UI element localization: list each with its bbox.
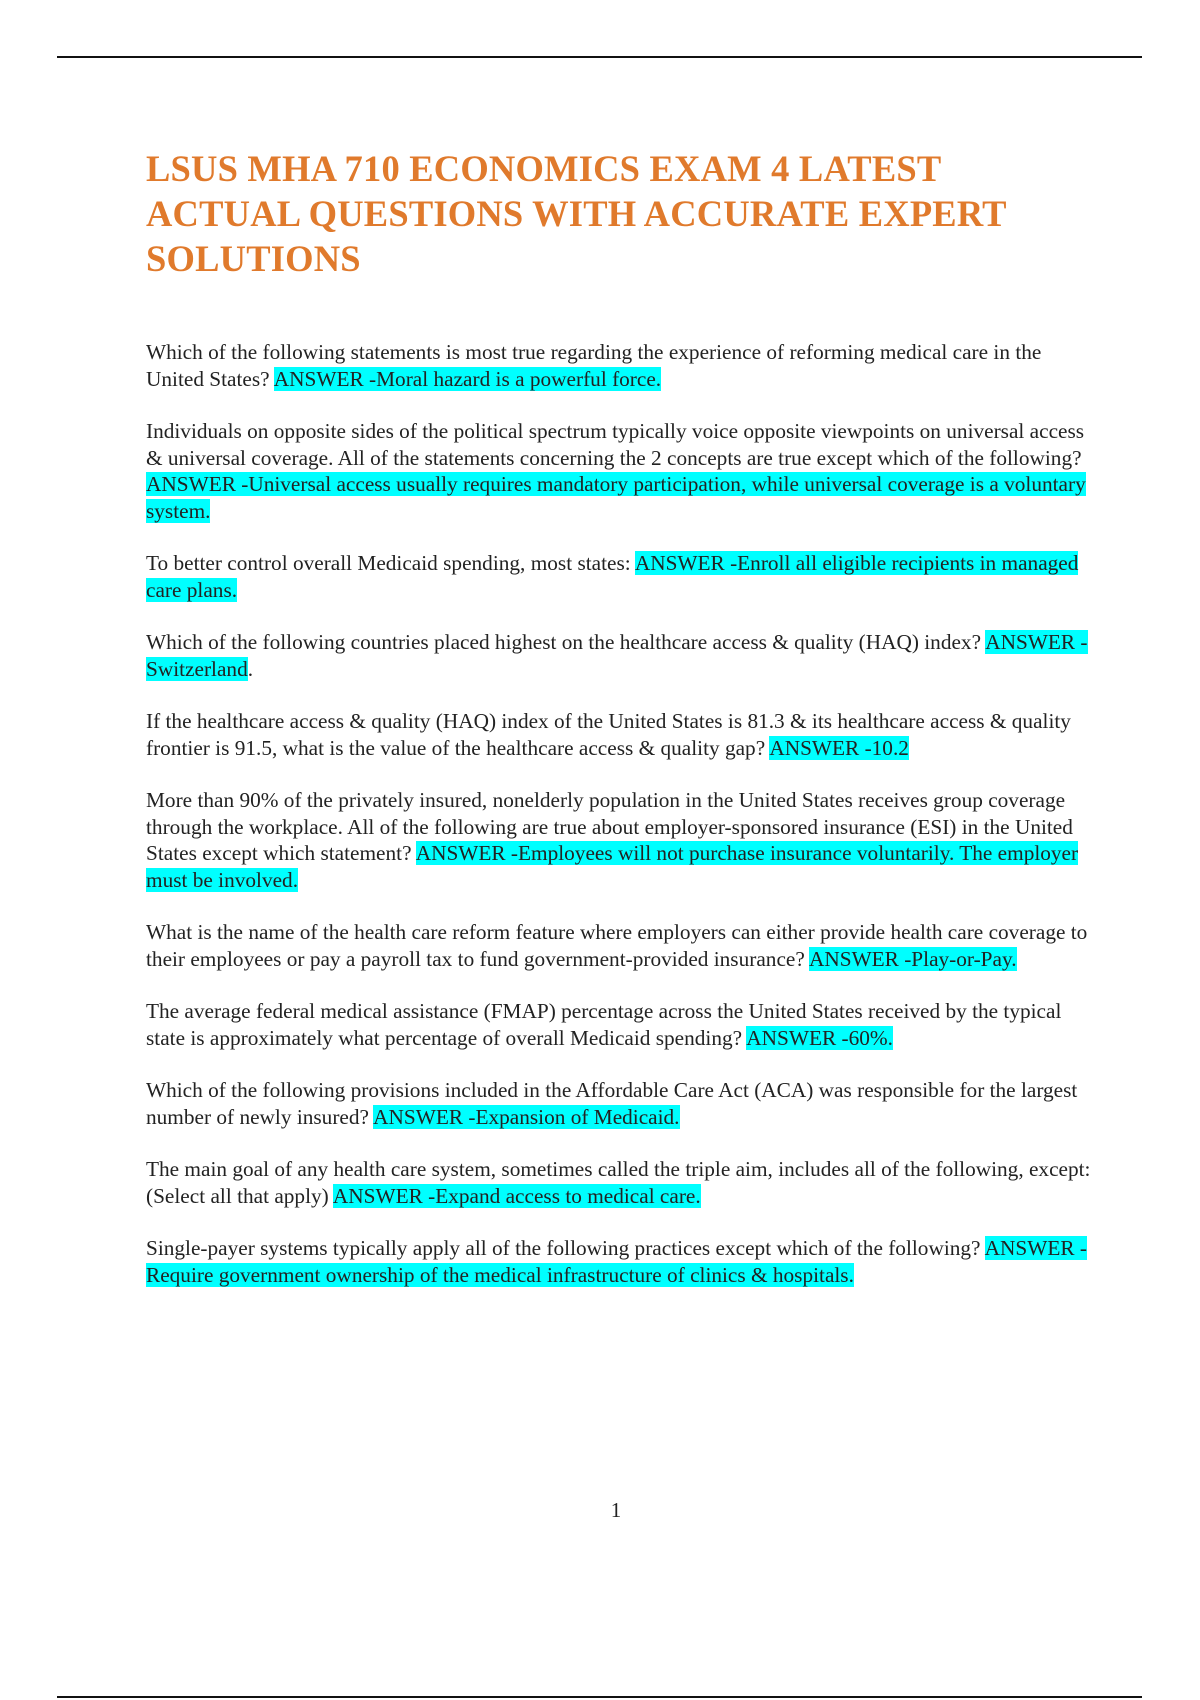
- question-text: The main goal of any health care system, sometimes called the triple aim, includes all of the following, except: (Select all that apply): [146, 1157, 1091, 1208]
- top-rule: [57, 56, 1142, 58]
- answer-highlight: ANSWER -Require government ownership of the medical infrastructure of clinics & hospitals.: [146, 1236, 1087, 1287]
- answer-highlight: ANSWER -Play-or-Pay.: [808, 946, 1017, 971]
- answer-highlight: ANSWER -Employees will not purchase insurance voluntarily. The employer must be involved.: [146, 841, 1079, 892]
- question-text: More than 90% of the privately insured, nonelderly population in the United States receives group coverage through the workplace. All of the following are true about employer-sponsored insurance (ESI) in the United States except which statement?: [146, 788, 1073, 865]
- document-title: LSUS MHA 710 ECONOMICS EXAM 4 LATEST ACTUAL QUESTIONS WITH ACCURATE EXPERT SOLUTIONS: [146, 148, 1007, 279]
- answer-highlight: ANSWER -Expand access to medical care.: [332, 1183, 701, 1208]
- answer-highlight: ANSWER -Expansion of Medicaid.: [373, 1104, 680, 1129]
- answer-highlight: ANSWER -10.2: [769, 735, 909, 760]
- qa-item: [146, 1077, 1096, 1130]
- question-text: Which of the following provisions included in the Affordable Care Act (ACA) was responsible for the largest number of newly insured?: [146, 1078, 1078, 1129]
- qa-item: [146, 708, 1096, 761]
- page-number: 1: [610, 1498, 622, 1522]
- qa-item: [146, 998, 1096, 1051]
- qa-item: [146, 787, 1096, 893]
- document-body: [146, 146, 1096, 1314]
- qa-item: [146, 339, 1096, 392]
- bottom-rule: [57, 1696, 1142, 1698]
- qa-item: [146, 1235, 1096, 1288]
- question-text: To better control overall Medicaid spending, most states:: [146, 551, 631, 575]
- answer-highlight: ANSWER -Switzerland: [146, 630, 1088, 681]
- answer-highlight: ANSWER -60%.: [746, 1025, 893, 1050]
- qa-item: Which of the following countries placed highest on the healthcare access & quality (HAQ) index? ANSWER -Switzerland.: [146, 630, 1088, 681]
- qa-item: [146, 919, 1096, 972]
- question-text: Individuals on opposite sides of the political spectrum typically voice opposite viewpoints on universal access & universal coverage. All of the statements concerning the 2 concepts are true except which of the following?: [146, 419, 1085, 470]
- answer-highlight: ANSWER -Universal access usually requires mandatory participation, while universal coverage is a voluntary system.: [146, 472, 1086, 523]
- qa-item: [146, 418, 1096, 524]
- question-text: If the healthcare access & quality (HAQ) index of the United States is 81.3 & its healthcare access & quality frontier is 91.5, what is the value of the healthcare access & quality gap?: [146, 709, 1071, 760]
- question-text: Single-payer systems typically apply all of the following practices except which of the following?: [146, 1236, 981, 1260]
- answer-highlight: ANSWER -Moral hazard is a powerful force.: [273, 366, 662, 391]
- question-text: What is the name of the health care reform feature where employers can either provide health care coverage to their employees or pay a payroll tax to fund government-provided insurance?: [146, 920, 1088, 971]
- question-text: Which of the following countries placed highest on the healthcare access & quality (HAQ) index?: [146, 630, 982, 654]
- question-text: Which of the following statements is most true regarding the experience of reforming medical care in the United States?: [146, 340, 1042, 391]
- qa-item: [146, 1156, 1096, 1209]
- qa-item: [146, 550, 1096, 603]
- question-text: The average federal medical assistance (FMAP) percentage across the United States received by the typical state is approximately what percentage of overall Medicaid spending?: [146, 999, 1062, 1050]
- answer-highlight: ANSWER -Enroll all eligible recipients in managed care plans.: [146, 551, 1079, 602]
